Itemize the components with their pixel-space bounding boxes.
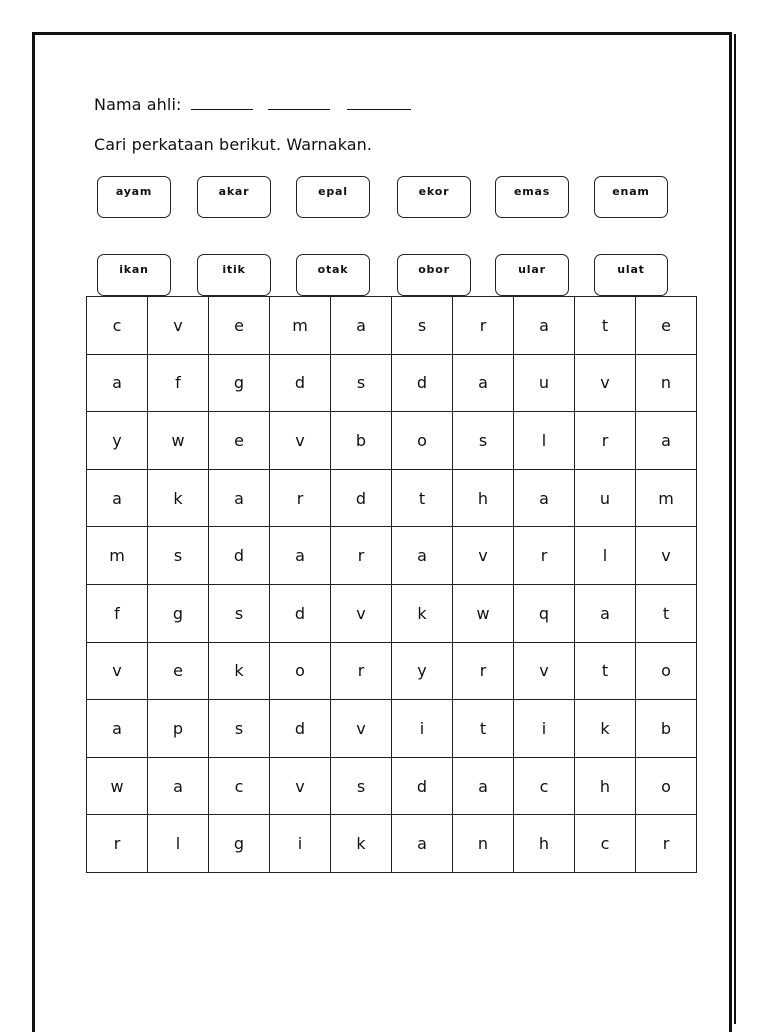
grid-cell[interactable]: o [392, 412, 453, 470]
grid-cell[interactable]: k [331, 815, 392, 873]
grid-cell[interactable]: m [87, 527, 148, 585]
grid-cell[interactable]: t [636, 584, 697, 642]
grid-cell[interactable]: d [270, 584, 331, 642]
grid-cell[interactable]: f [148, 354, 209, 412]
grid-cell[interactable]: t [392, 469, 453, 527]
grid-cell[interactable]: s [392, 297, 453, 355]
grid-cell[interactable]: k [575, 700, 636, 758]
grid-cell[interactable]: a [392, 815, 453, 873]
word-box: akar [197, 176, 271, 218]
word-box: obor [397, 254, 471, 296]
member-name-line [94, 95, 411, 114]
grid-cell[interactable]: s [209, 584, 270, 642]
grid-cell[interactable]: g [148, 584, 209, 642]
grid-row [87, 354, 697, 412]
grid-cell[interactable]: n [453, 815, 514, 873]
grid-cell[interactable]: v [270, 412, 331, 470]
grid-cell[interactable]: d [392, 354, 453, 412]
grid-row [87, 815, 697, 873]
grid-cell[interactable]: e [636, 297, 697, 355]
grid-cell[interactable]: g [209, 354, 270, 412]
grid-cell[interactable]: s [331, 354, 392, 412]
grid-row [87, 584, 697, 642]
grid-cell[interactable]: a [331, 297, 392, 355]
grid-row [87, 757, 697, 815]
grid-cell[interactable]: r [453, 297, 514, 355]
grid-cell[interactable]: g [209, 815, 270, 873]
instruction-text: Cari perkataan berikut. Warnakan. [94, 135, 373, 154]
grid-cell[interactable]: d [392, 757, 453, 815]
grid-cell[interactable]: d [331, 469, 392, 527]
grid-cell[interactable]: c [209, 757, 270, 815]
grid-cell[interactable]: t [453, 700, 514, 758]
grid-cell[interactable]: r [87, 815, 148, 873]
grid-cell[interactable]: v [331, 700, 392, 758]
grid-cell[interactable]: a [392, 527, 453, 585]
grid-cell[interactable]: f [87, 584, 148, 642]
grid-cell[interactable]: v [331, 584, 392, 642]
grid-cell[interactable]: h [514, 815, 575, 873]
grid-row [87, 700, 697, 758]
word-box: ikan [97, 254, 171, 296]
grid-cell[interactable]: v [514, 642, 575, 700]
word-box: ayam [97, 176, 171, 218]
grid-cell[interactable]: m [270, 297, 331, 355]
grid-cell[interactable]: v [148, 297, 209, 355]
grid-row [87, 412, 697, 470]
grid-cell[interactable]: c [514, 757, 575, 815]
grid-cell[interactable]: r [453, 642, 514, 700]
name-blank-1[interactable] [191, 95, 253, 110]
grid-cell[interactable]: r [331, 527, 392, 585]
grid-cell[interactable]: a [514, 297, 575, 355]
grid-cell[interactable]: r [331, 642, 392, 700]
grid-cell[interactable]: a [636, 412, 697, 470]
grid-cell[interactable]: h [453, 469, 514, 527]
grid-cell[interactable]: a [87, 469, 148, 527]
grid-cell[interactable]: v [575, 354, 636, 412]
grid-cell[interactable]: r [514, 527, 575, 585]
word-box: otak [296, 254, 370, 296]
grid-cell[interactable]: d [270, 354, 331, 412]
word-box: emas [495, 176, 569, 218]
grid-cell[interactable]: a [453, 757, 514, 815]
grid-cell[interactable]: l [148, 815, 209, 873]
grid-cell[interactable]: o [636, 642, 697, 700]
grid-cell[interactable]: r [270, 469, 331, 527]
grid-cell[interactable]: a [209, 469, 270, 527]
grid-cell[interactable]: c [575, 815, 636, 873]
word-box: enam [594, 176, 668, 218]
grid-cell[interactable]: v [636, 527, 697, 585]
grid-cell[interactable]: y [392, 642, 453, 700]
name-blank-2[interactable] [268, 95, 330, 110]
grid-cell[interactable]: a [453, 354, 514, 412]
grid-cell[interactable]: k [392, 584, 453, 642]
grid-cell[interactable]: c [87, 297, 148, 355]
word-box: itik [197, 254, 271, 296]
grid-cell[interactable]: p [148, 700, 209, 758]
grid-cell[interactable]: d [270, 700, 331, 758]
grid-cell[interactable]: a [514, 469, 575, 527]
grid-cell[interactable]: t [575, 297, 636, 355]
grid-cell[interactable]: n [636, 354, 697, 412]
grid-cell[interactable]: a [148, 757, 209, 815]
grid-cell[interactable]: a [575, 584, 636, 642]
word-box: ular [495, 254, 569, 296]
grid-cell[interactable]: o [270, 642, 331, 700]
grid-cell[interactable]: i [392, 700, 453, 758]
grid-cell[interactable]: v [453, 527, 514, 585]
grid-cell[interactable]: q [514, 584, 575, 642]
grid-cell[interactable]: v [87, 642, 148, 700]
grid-cell[interactable]: s [209, 700, 270, 758]
grid-row [87, 642, 697, 700]
grid-cell[interactable]: r [636, 815, 697, 873]
grid-cell[interactable]: b [636, 700, 697, 758]
word-box: epal [296, 176, 370, 218]
word-box: ekor [397, 176, 471, 218]
grid-cell[interactable]: s [148, 527, 209, 585]
grid-cell[interactable]: i [270, 815, 331, 873]
grid-cell[interactable]: e [209, 297, 270, 355]
word-box: ulat [594, 254, 668, 296]
grid-cell[interactable]: s [331, 757, 392, 815]
grid-cell[interactable]: r [575, 412, 636, 470]
grid-cell[interactable]: k [209, 642, 270, 700]
grid-cell[interactable]: a [87, 354, 148, 412]
grid-cell[interactable]: t [575, 642, 636, 700]
word-search-grid [86, 296, 697, 873]
grid-cell[interactable]: w [453, 584, 514, 642]
grid-cell[interactable]: d [209, 527, 270, 585]
grid-cell[interactable]: u [575, 469, 636, 527]
grid-cell[interactable]: b [331, 412, 392, 470]
grid-row [87, 469, 697, 527]
grid-cell[interactable]: w [87, 757, 148, 815]
grid-cell[interactable]: h [575, 757, 636, 815]
grid-row [87, 297, 697, 355]
grid-cell[interactable]: u [514, 354, 575, 412]
grid-cell[interactable]: y [87, 412, 148, 470]
grid-cell[interactable]: a [87, 700, 148, 758]
grid-cell[interactable]: o [636, 757, 697, 815]
grid-cell[interactable]: s [453, 412, 514, 470]
grid-cell[interactable]: a [270, 527, 331, 585]
grid-cell[interactable]: m [636, 469, 697, 527]
grid-cell[interactable]: l [575, 527, 636, 585]
grid-cell[interactable]: i [514, 700, 575, 758]
grid-cell[interactable]: e [148, 642, 209, 700]
grid-row [87, 527, 697, 585]
grid-cell[interactable]: v [270, 757, 331, 815]
page-border-shadow [734, 34, 736, 1024]
grid-cell[interactable]: k [148, 469, 209, 527]
grid-cell[interactable]: e [209, 412, 270, 470]
member-name-label: Nama ahli: [94, 95, 182, 114]
name-blank-3[interactable] [347, 95, 411, 110]
grid-cell[interactable]: l [514, 412, 575, 470]
grid-cell[interactable]: w [148, 412, 209, 470]
